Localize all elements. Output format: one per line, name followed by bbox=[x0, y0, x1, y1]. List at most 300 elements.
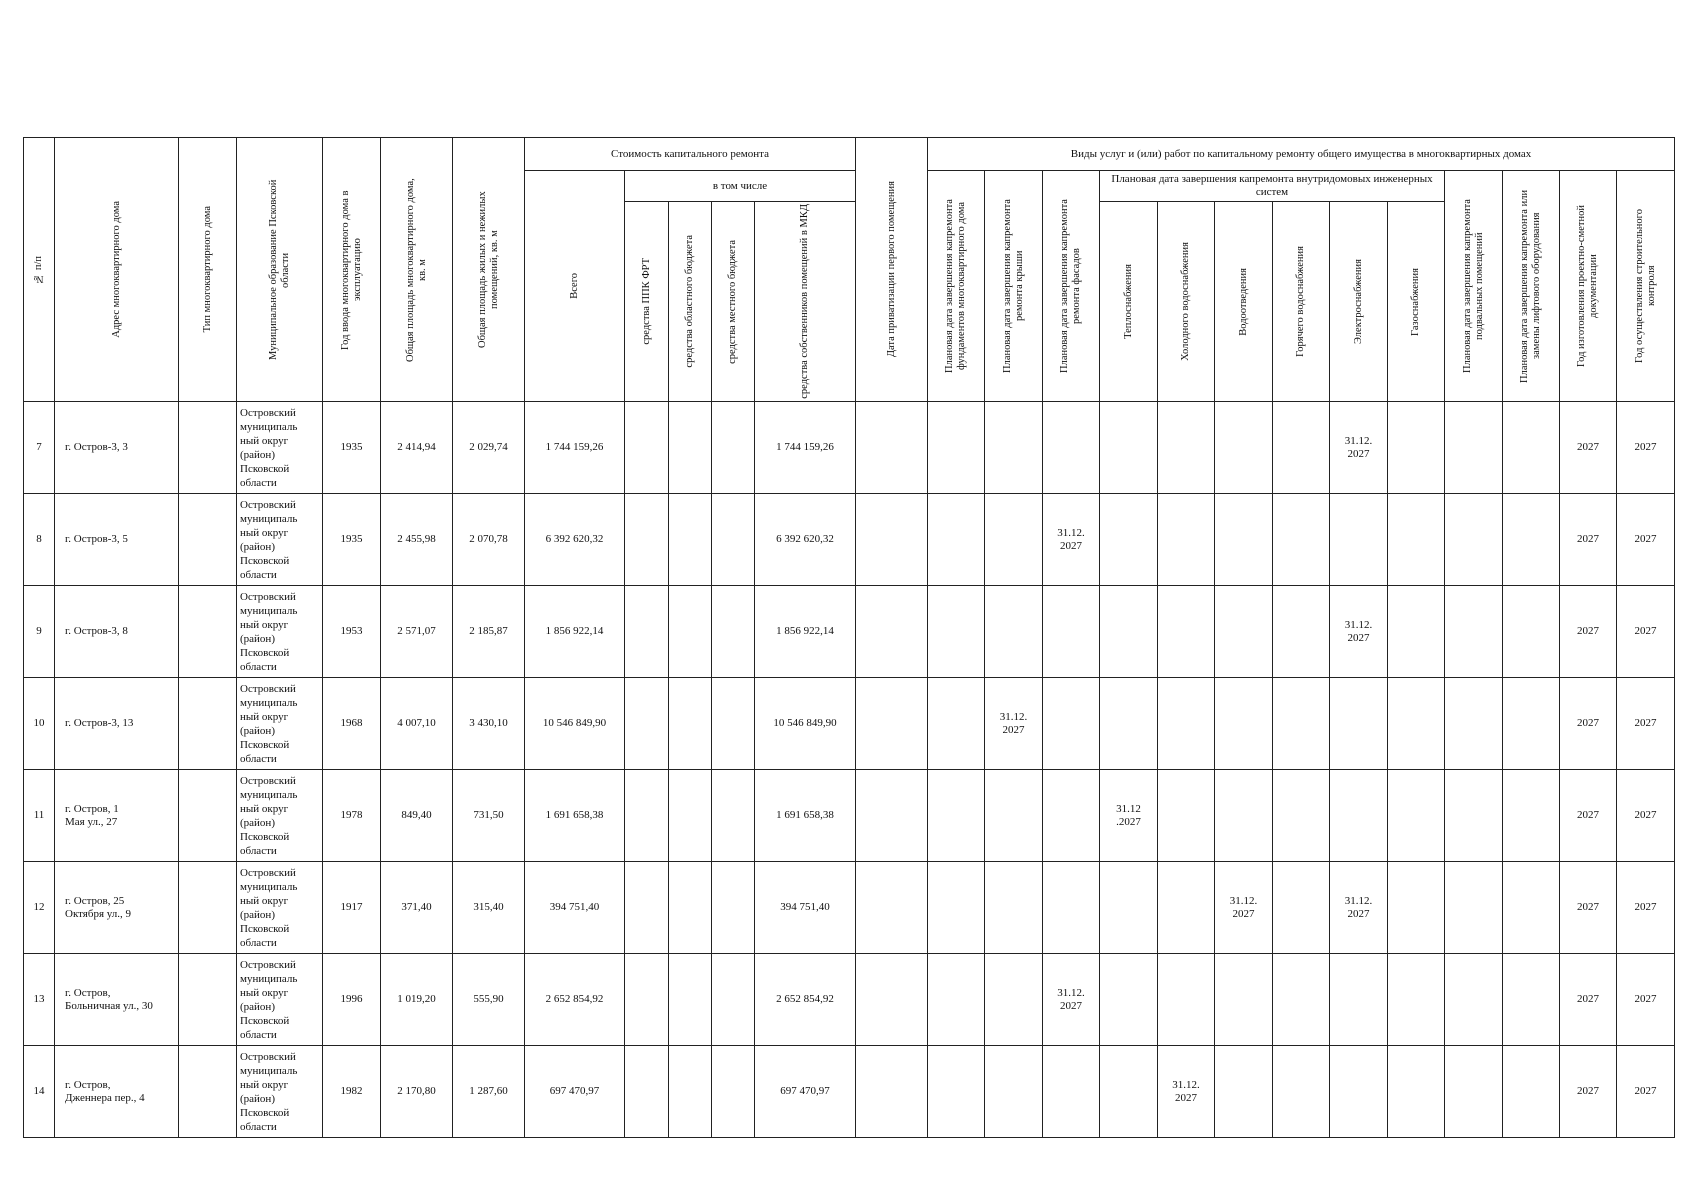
cell-local bbox=[712, 770, 755, 862]
cell-municipality bbox=[237, 1046, 323, 1138]
cell-facade bbox=[1043, 494, 1100, 586]
cell-municipality bbox=[237, 586, 323, 678]
cell-basement bbox=[1445, 402, 1503, 494]
cell-year: 1917 bbox=[323, 862, 381, 954]
cell-heating bbox=[1100, 678, 1158, 770]
cell-municipality-line: (район) bbox=[240, 816, 275, 829]
header-electricity: Электроснабжения bbox=[1330, 202, 1388, 402]
cell-municipality-line: ный округ bbox=[240, 526, 289, 539]
cell-num: 9 bbox=[24, 586, 55, 678]
cell-facade-line: 31.12. bbox=[1057, 986, 1085, 999]
cell-elevator bbox=[1503, 954, 1560, 1046]
cell-facade-line: 2027 bbox=[1060, 999, 1082, 1012]
cell-total: 1 744 159,26 bbox=[525, 402, 625, 494]
cell-year: 1935 bbox=[323, 402, 381, 494]
cell-address-line: Больничная ул., 30 bbox=[65, 999, 153, 1012]
cell-design-year: 2027 bbox=[1560, 770, 1617, 862]
cell-elevator bbox=[1503, 770, 1560, 862]
cell-owners: 1 691 658,38 bbox=[755, 770, 856, 862]
cell-roof-line: 2027 bbox=[1002, 723, 1025, 736]
cell-total-area: 2 414,94 bbox=[381, 402, 453, 494]
cell-gas bbox=[1388, 494, 1445, 586]
cell-municipality bbox=[237, 678, 323, 770]
cell-cold-water bbox=[1158, 954, 1215, 1046]
cell-privatization bbox=[856, 586, 928, 678]
cell-address bbox=[55, 586, 179, 678]
cell-drainage bbox=[1215, 954, 1273, 1046]
cell-gas bbox=[1388, 402, 1445, 494]
cell-heating bbox=[1100, 402, 1158, 494]
header-control-year: Год осуществления строительного контроля bbox=[1617, 171, 1675, 402]
cell-municipality-line: (район) bbox=[240, 632, 275, 645]
cell-type bbox=[179, 586, 237, 678]
cell-privatization bbox=[856, 954, 928, 1046]
header-owners: средства собственников помещений в МКД bbox=[755, 202, 856, 402]
cell-living-area: 3 430,10 bbox=[453, 678, 525, 770]
table-body bbox=[24, 402, 1675, 1138]
cell-municipality bbox=[237, 494, 323, 586]
cell-address bbox=[55, 494, 179, 586]
cell-gas bbox=[1388, 678, 1445, 770]
cell-municipality-line: Островский bbox=[240, 406, 296, 419]
cell-total: 697 470,97 bbox=[525, 1046, 625, 1138]
cell-design-year: 2027 bbox=[1560, 862, 1617, 954]
cell-heating bbox=[1100, 494, 1158, 586]
cell-basement bbox=[1445, 862, 1503, 954]
cell-ppk bbox=[625, 770, 669, 862]
cell-municipality-line: Псковской bbox=[240, 1106, 290, 1119]
cell-address-line: Дженнера пер., 4 bbox=[65, 1091, 145, 1104]
header-cost-group: Стоимость капитального ремонта bbox=[525, 138, 856, 171]
cell-gas bbox=[1388, 770, 1445, 862]
cell-type bbox=[179, 862, 237, 954]
cell-num: 7 bbox=[24, 402, 55, 494]
cell-privatization bbox=[856, 1046, 928, 1138]
cell-elevator bbox=[1503, 402, 1560, 494]
header-num: № п/п bbox=[24, 138, 55, 402]
header-elevator: Плановая дата завершения капремонта или замены лифтового оборудования bbox=[1503, 171, 1560, 402]
cell-num: 12 bbox=[24, 862, 55, 954]
cell-municipality-line: области bbox=[240, 936, 277, 949]
cell-address-line: г. Остров-3, 13 bbox=[65, 717, 134, 729]
cell-year: 1953 bbox=[323, 586, 381, 678]
cell-living-area: 2 185,87 bbox=[453, 586, 525, 678]
cell-roof bbox=[985, 494, 1043, 586]
cell-electricity-line: 2027 bbox=[1347, 907, 1370, 920]
cell-roof-line: 31.12. bbox=[999, 710, 1028, 723]
cell-privatization bbox=[856, 402, 928, 494]
cell-local bbox=[712, 586, 755, 678]
table-row bbox=[24, 862, 1675, 954]
cell-facade bbox=[1043, 678, 1100, 770]
cell-address-line: Мая ул., 27 bbox=[65, 815, 118, 828]
cell-total: 2 652 854,92 bbox=[525, 954, 625, 1046]
cell-municipality-line: Островский bbox=[240, 866, 296, 879]
cell-total-area: 2 455,98 bbox=[381, 494, 453, 586]
cell-gas bbox=[1388, 954, 1445, 1046]
cell-living-area: 731,50 bbox=[453, 770, 525, 862]
cell-municipality-line: ный округ bbox=[240, 894, 289, 907]
cell-local bbox=[712, 402, 755, 494]
cell-roof bbox=[985, 586, 1043, 678]
cell-electricity bbox=[1330, 678, 1388, 770]
cell-regional bbox=[669, 862, 712, 954]
cell-living-area: 2 029,74 bbox=[453, 402, 525, 494]
header-roof: Плановая дата завершения капремонта ремонта крыши bbox=[985, 171, 1043, 402]
cell-heating bbox=[1100, 862, 1158, 954]
cell-hot-water bbox=[1273, 402, 1330, 494]
cell-design-year: 2027 bbox=[1560, 402, 1617, 494]
cell-type bbox=[179, 678, 237, 770]
cell-municipality-line: области bbox=[240, 476, 277, 489]
cell-municipality-line: Островский bbox=[240, 498, 296, 511]
cell-municipality-line: области bbox=[240, 660, 277, 673]
header-total: Всего bbox=[525, 171, 625, 402]
cell-facade bbox=[1043, 586, 1100, 678]
cell-facade bbox=[1043, 1046, 1100, 1138]
cell-municipality-line: (район) bbox=[240, 724, 275, 737]
cell-cold-water bbox=[1158, 494, 1215, 586]
cell-drainage-line: 31.12. bbox=[1229, 894, 1258, 907]
cell-municipality-line: области bbox=[240, 1120, 277, 1133]
cell-address-line: г. Остров-3, 5 bbox=[65, 533, 128, 545]
cell-elevator bbox=[1503, 862, 1560, 954]
cell-municipality-line: (район) bbox=[240, 1092, 275, 1105]
cell-num: 8 bbox=[24, 494, 55, 586]
document-page bbox=[23, 137, 1675, 1138]
cell-cold-water bbox=[1158, 678, 1215, 770]
cell-facade-line: 31.12. bbox=[1057, 526, 1085, 539]
cell-total-area: 371,40 bbox=[381, 862, 453, 954]
header-design-year: Год изготовления проектно-сметной документации bbox=[1560, 171, 1617, 402]
cell-roof bbox=[985, 770, 1043, 862]
cell-electricity bbox=[1330, 954, 1388, 1046]
cell-type bbox=[179, 402, 237, 494]
cell-electricity bbox=[1330, 1046, 1388, 1138]
cell-control-year: 2027 bbox=[1617, 586, 1675, 678]
cell-type bbox=[179, 770, 237, 862]
table-row bbox=[24, 494, 1675, 586]
cell-municipality bbox=[237, 402, 323, 494]
header-total-area: Общая площадь многоквартирного дома, кв. м bbox=[381, 138, 453, 402]
table-row bbox=[24, 1046, 1675, 1138]
cell-hot-water bbox=[1273, 1046, 1330, 1138]
cell-address bbox=[55, 862, 179, 954]
header-basement: Плановая дата завершения капремонта подвальных помещений bbox=[1445, 171, 1503, 402]
cell-local bbox=[712, 494, 755, 586]
cell-regional bbox=[669, 770, 712, 862]
cell-municipality-line: ный округ bbox=[240, 434, 289, 447]
cell-gas bbox=[1388, 1046, 1445, 1138]
header-local: средства местного бюджета bbox=[712, 202, 755, 402]
cell-type bbox=[179, 494, 237, 586]
cell-local bbox=[712, 678, 755, 770]
cell-ppk bbox=[625, 1046, 669, 1138]
cell-address-line: Октября ул., 9 bbox=[65, 907, 132, 920]
header-including: в том числе bbox=[625, 171, 856, 202]
cell-municipality-line: Псковской bbox=[240, 922, 290, 935]
header-hot-water: Горячего водоснабжения bbox=[1273, 202, 1330, 402]
cell-address bbox=[55, 954, 179, 1046]
cell-design-year: 2027 bbox=[1560, 1046, 1617, 1138]
cell-municipality bbox=[237, 862, 323, 954]
cell-num: 10 bbox=[24, 678, 55, 770]
cell-total-area: 4 007,10 bbox=[381, 678, 453, 770]
header-address: Адрес многоквартирного дома bbox=[55, 138, 179, 402]
cell-regional bbox=[669, 1046, 712, 1138]
cell-ppk bbox=[625, 678, 669, 770]
cell-ppk bbox=[625, 402, 669, 494]
cell-municipality-line: ный округ bbox=[240, 710, 289, 723]
cell-num: 14 bbox=[24, 1046, 55, 1138]
cell-design-year: 2027 bbox=[1560, 586, 1617, 678]
cell-municipality bbox=[237, 770, 323, 862]
cell-drainage bbox=[1215, 402, 1273, 494]
cell-electricity-line: 31.12. bbox=[1344, 894, 1373, 907]
cell-facade bbox=[1043, 862, 1100, 954]
cell-owners: 10 546 849,90 bbox=[755, 678, 856, 770]
cell-elevator bbox=[1503, 494, 1560, 586]
cell-design-year: 2027 bbox=[1560, 954, 1617, 1046]
cell-municipality-line: (район) bbox=[240, 1000, 275, 1013]
cell-owners: 1 744 159,26 bbox=[755, 402, 856, 494]
cell-municipality-line: области bbox=[240, 568, 277, 581]
cell-address-line: г. Остров, 25 bbox=[65, 894, 125, 907]
cell-heating bbox=[1100, 586, 1158, 678]
cell-regional bbox=[669, 402, 712, 494]
cell-address-line: г. Остров-3, 8 bbox=[65, 625, 128, 637]
cell-municipality-line: Островский bbox=[240, 958, 296, 971]
cell-local bbox=[712, 862, 755, 954]
header-heating: Теплоснабжения bbox=[1100, 202, 1158, 402]
cell-drainage-line: 2027 bbox=[1232, 907, 1255, 920]
cell-design-year: 2027 bbox=[1560, 494, 1617, 586]
cell-foundation bbox=[928, 586, 985, 678]
header-privatization: Дата приватизации первого помещения bbox=[856, 138, 928, 402]
cell-privatization bbox=[856, 678, 928, 770]
cell-living-area: 2 070,78 bbox=[453, 494, 525, 586]
cell-municipality-line: ный округ bbox=[240, 618, 289, 631]
cell-basement bbox=[1445, 678, 1503, 770]
cell-hot-water bbox=[1273, 770, 1330, 862]
cell-gas bbox=[1388, 862, 1445, 954]
cell-drainage bbox=[1215, 770, 1273, 862]
cell-total-area: 2 571,07 bbox=[381, 586, 453, 678]
cell-cold-water bbox=[1158, 770, 1215, 862]
cell-hot-water bbox=[1273, 862, 1330, 954]
cell-heating bbox=[1100, 1046, 1158, 1138]
cell-ppk bbox=[625, 862, 669, 954]
cell-hot-water bbox=[1273, 494, 1330, 586]
cell-facade bbox=[1043, 954, 1100, 1046]
header-foundation: Плановая дата завершения капремонта фундаментов многоквартирного дома bbox=[928, 171, 985, 402]
cell-address-line: г. Остров, bbox=[65, 1078, 111, 1091]
cell-regional bbox=[669, 586, 712, 678]
cell-basement bbox=[1445, 1046, 1503, 1138]
cell-address-line: г. Остров, 1 bbox=[65, 802, 119, 815]
cell-foundation bbox=[928, 402, 985, 494]
cell-hot-water bbox=[1273, 954, 1330, 1046]
cell-heating bbox=[1100, 954, 1158, 1046]
cell-owners: 394 751,40 bbox=[755, 862, 856, 954]
cell-num: 13 bbox=[24, 954, 55, 1046]
cell-address bbox=[55, 770, 179, 862]
cell-control-year: 2027 bbox=[1617, 402, 1675, 494]
header-works-group: Виды услуг и (или) работ по капитальному ремонту общего имущества в многоквартирных домах bbox=[928, 138, 1675, 171]
cell-elevator bbox=[1503, 678, 1560, 770]
cell-electricity bbox=[1330, 770, 1388, 862]
table-row bbox=[24, 586, 1675, 678]
cell-design-year: 2027 bbox=[1560, 678, 1617, 770]
cell-municipality-line: (район) bbox=[240, 908, 275, 921]
cell-address bbox=[55, 678, 179, 770]
cell-municipality bbox=[237, 954, 323, 1046]
cell-municipality-line: ный округ bbox=[240, 802, 289, 815]
cell-drainage bbox=[1215, 586, 1273, 678]
cell-type bbox=[179, 954, 237, 1046]
cell-drainage bbox=[1215, 1046, 1273, 1138]
cell-roof bbox=[985, 402, 1043, 494]
cell-year: 1935 bbox=[323, 494, 381, 586]
cell-municipality-line: муниципаль bbox=[240, 1064, 298, 1077]
cell-municipality-line: муниципаль bbox=[240, 788, 298, 801]
cell-municipality-line: муниципаль bbox=[240, 880, 298, 893]
cell-facade bbox=[1043, 402, 1100, 494]
cell-municipality-line: Псковской bbox=[240, 830, 290, 843]
cell-cold-water bbox=[1158, 402, 1215, 494]
cell-cold-water bbox=[1158, 862, 1215, 954]
table-row bbox=[24, 402, 1675, 494]
header-type: Тип многоквартирного дома bbox=[179, 138, 237, 402]
cell-living-area: 315,40 bbox=[453, 862, 525, 954]
cell-electricity bbox=[1330, 402, 1388, 494]
cell-living-area: 1 287,60 bbox=[453, 1046, 525, 1138]
cell-address-line: г. Остров, bbox=[65, 986, 111, 999]
cell-elevator bbox=[1503, 586, 1560, 678]
cell-owners: 6 392 620,32 bbox=[755, 494, 856, 586]
cell-municipality-line: муниципаль bbox=[240, 604, 298, 617]
cell-municipality-line: Псковской bbox=[240, 1014, 290, 1027]
header-living-area: Общая площадь жилых и нежилых помещений, кв. м bbox=[453, 138, 525, 402]
cell-year: 1968 bbox=[323, 678, 381, 770]
cell-electricity bbox=[1330, 494, 1388, 586]
table-row bbox=[24, 954, 1675, 1046]
cell-foundation bbox=[928, 862, 985, 954]
cell-address bbox=[55, 402, 179, 494]
header-engineering-group: Плановая дата завершения капремонта внутридомовых инженерных систем bbox=[1100, 171, 1445, 202]
cell-hot-water bbox=[1273, 586, 1330, 678]
cell-electricity-line: 2027 bbox=[1347, 447, 1370, 460]
cell-regional bbox=[669, 954, 712, 1046]
cell-municipality-line: муниципаль bbox=[240, 420, 298, 433]
cell-cold-water bbox=[1158, 586, 1215, 678]
cell-total-area: 1 019,20 bbox=[381, 954, 453, 1046]
cell-ppk bbox=[625, 586, 669, 678]
cell-address-line: г. Остров-3, 3 bbox=[65, 441, 128, 453]
cell-living-area: 555,90 bbox=[453, 954, 525, 1046]
capital-repair-table bbox=[23, 137, 1675, 1138]
cell-electricity-line: 31.12. bbox=[1344, 618, 1373, 631]
header-drainage: Водоотведения bbox=[1215, 202, 1273, 402]
cell-basement bbox=[1445, 954, 1503, 1046]
table-row bbox=[24, 770, 1675, 862]
cell-municipality-line: Островский bbox=[240, 590, 296, 603]
cell-privatization bbox=[856, 862, 928, 954]
cell-regional bbox=[669, 678, 712, 770]
cell-municipality-line: муниципаль bbox=[240, 512, 298, 525]
cell-roof bbox=[985, 954, 1043, 1046]
cell-electricity-line: 31.12. bbox=[1344, 434, 1373, 447]
cell-year: 1982 bbox=[323, 1046, 381, 1138]
cell-municipality-line: области bbox=[240, 752, 277, 765]
cell-control-year: 2027 bbox=[1617, 770, 1675, 862]
cell-municipality-line: муниципаль bbox=[240, 972, 298, 985]
cell-municipality-line: Псковской bbox=[240, 646, 290, 659]
cell-electricity bbox=[1330, 862, 1388, 954]
cell-basement bbox=[1445, 494, 1503, 586]
cell-regional bbox=[669, 494, 712, 586]
cell-local bbox=[712, 1046, 755, 1138]
cell-control-year: 2027 bbox=[1617, 1046, 1675, 1138]
cell-roof bbox=[985, 862, 1043, 954]
cell-gas bbox=[1388, 586, 1445, 678]
cell-total: 1 856 922,14 bbox=[525, 586, 625, 678]
cell-municipality-line: области bbox=[240, 844, 277, 857]
cell-municipality-line: Псковской bbox=[240, 738, 290, 751]
cell-drainage bbox=[1215, 862, 1273, 954]
cell-electricity-line: 2027 bbox=[1347, 631, 1370, 644]
cell-type bbox=[179, 1046, 237, 1138]
cell-roof bbox=[985, 678, 1043, 770]
cell-total: 10 546 849,90 bbox=[525, 678, 625, 770]
header-gas: Газоснабжения bbox=[1388, 202, 1445, 402]
cell-control-year: 2027 bbox=[1617, 678, 1675, 770]
cell-cold-water bbox=[1158, 1046, 1215, 1138]
cell-total: 1 691 658,38 bbox=[525, 770, 625, 862]
cell-facade-line: 2027 bbox=[1060, 539, 1082, 552]
cell-municipality-line: ный округ bbox=[240, 986, 289, 999]
cell-control-year: 2027 bbox=[1617, 954, 1675, 1046]
cell-foundation bbox=[928, 1046, 985, 1138]
cell-total: 6 392 620,32 bbox=[525, 494, 625, 586]
cell-heating-line: 31.12 bbox=[1116, 802, 1141, 815]
cell-municipality-line: области bbox=[240, 1028, 277, 1041]
header-facade: Плановая дата завершения капремонта ремонта фасадов bbox=[1043, 171, 1100, 402]
cell-municipality-line: муниципаль bbox=[240, 696, 298, 709]
cell-municipality-line: (район) bbox=[240, 540, 275, 553]
table-header bbox=[24, 138, 1675, 402]
cell-year: 1978 bbox=[323, 770, 381, 862]
cell-num: 11 bbox=[24, 770, 55, 862]
cell-owners: 2 652 854,92 bbox=[755, 954, 856, 1046]
cell-electricity bbox=[1330, 586, 1388, 678]
cell-privatization bbox=[856, 770, 928, 862]
cell-facade bbox=[1043, 770, 1100, 862]
header-year: Год ввода многоквартирного дома в эксплуатацию bbox=[323, 138, 381, 402]
cell-total-area: 849,40 bbox=[381, 770, 453, 862]
table-row bbox=[24, 678, 1675, 770]
cell-foundation bbox=[928, 678, 985, 770]
cell-control-year: 2027 bbox=[1617, 862, 1675, 954]
cell-heating-line: .2027 bbox=[1116, 815, 1141, 828]
cell-local bbox=[712, 954, 755, 1046]
header-regional: средства областного бюджета bbox=[669, 202, 712, 402]
cell-total-area: 2 170,80 bbox=[381, 1046, 453, 1138]
header-cold-water: Холодного водоснабжения bbox=[1158, 202, 1215, 402]
cell-municipality-line: Островский bbox=[240, 774, 296, 787]
cell-heating bbox=[1100, 770, 1158, 862]
cell-cold-water-line: 31.12. bbox=[1172, 1078, 1200, 1091]
